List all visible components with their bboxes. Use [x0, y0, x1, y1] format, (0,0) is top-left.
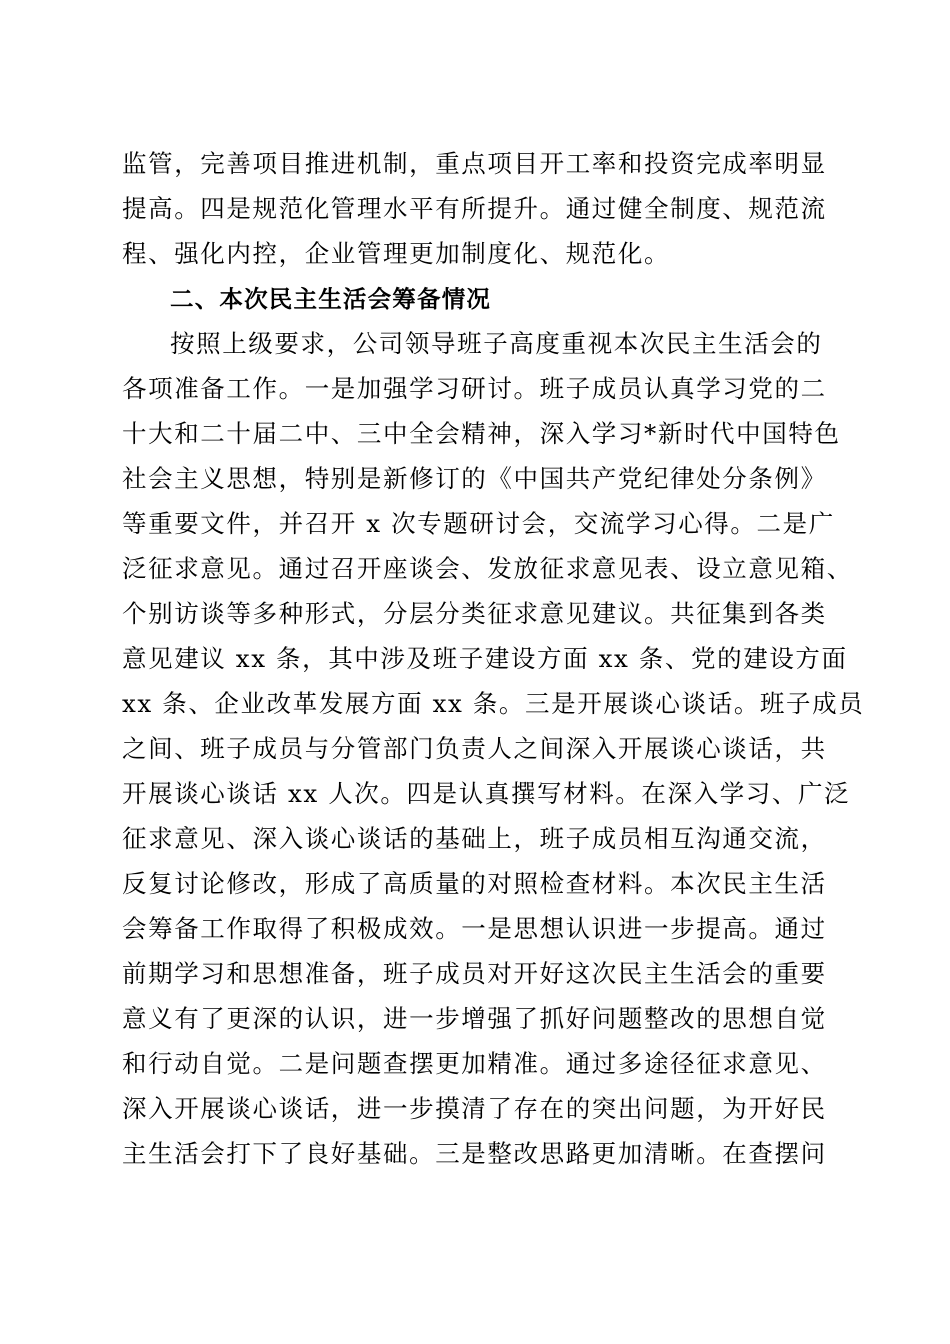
- body-text-line: 十大和二十届二中、三中全会精神，深入学习*新时代中国特色: [122, 419, 841, 448]
- body-text-line: 征求意见、深入谈心谈话的基础上，班子成员相互沟通交流，: [122, 824, 827, 853]
- body-text-line: 之间、班子成员与分管部门负责人之间深入开展谈心谈话，共: [122, 734, 827, 763]
- body-text-line: 个别访谈等多种形式，分层分类征求意见建议。共征集到各类: [122, 599, 827, 628]
- body-text-line: 主生活会打下了良好基础。三是整改思路更加清晰。在查摆问: [122, 1139, 827, 1168]
- body-text-line: 各项准备工作。一是加强学习研讨。班子成员认真学习党的二: [122, 374, 827, 403]
- body-text-line: 开展谈心谈话 xx 人次。四是认真撰写材料。在深入学习、广泛: [122, 779, 851, 808]
- body-text-line: 意义有了更深的认识，进一步增强了抓好问题整改的思想自觉: [122, 1004, 827, 1033]
- body-text-line: 提高。四是规范化管理水平有所提升。通过健全制度、规范流: [122, 194, 827, 223]
- body-text-line: 和行动自觉。二是问题查摆更加精准。通过多途径征求意见、: [122, 1049, 827, 1078]
- section-heading: 二、本次民主生活会筹备情况: [170, 285, 492, 313]
- body-text-line: 程、强化内控，企业管理更加制度化、规范化。: [122, 239, 671, 268]
- body-text-line: 深入开展谈心谈话，进一步摸清了存在的突出问题，为开好民: [122, 1094, 827, 1123]
- body-text-line: 意见建议 xx 条，其中涉及班子建设方面 xx 条、党的建设方面: [122, 644, 848, 673]
- body-text-line: 监管，完善项目推进机制，重点项目开工率和投资完成率明显: [122, 149, 827, 178]
- body-text-line: 前期学习和思想准备，班子成员对开好这次民主生活会的重要: [122, 959, 827, 988]
- body-text-line: 会筹备工作取得了积极成效。一是思想认识进一步提高。通过: [122, 914, 827, 943]
- body-text-line: 社会主义思想，特别是新修订的《中国共产党纪律处分条例》: [122, 464, 827, 493]
- body-text-line: 等重要文件，并召开 x 次专题研讨会，交流学习心得。二是广: [122, 509, 835, 538]
- body-text-line: 泛征求意见。通过召开座谈会、发放征求意见表、设立意见箱、: [122, 554, 853, 583]
- body-text-line: xx 条、企业改革发展方面 xx 条。三是开展谈心谈话。班子成员: [122, 689, 865, 718]
- paragraph-first-line: 按照上级要求，公司领导班子高度重视本次民主生活会的: [170, 329, 823, 358]
- body-text-line: 反复讨论修改，形成了高质量的对照检查材料。本次民主生活: [122, 869, 827, 898]
